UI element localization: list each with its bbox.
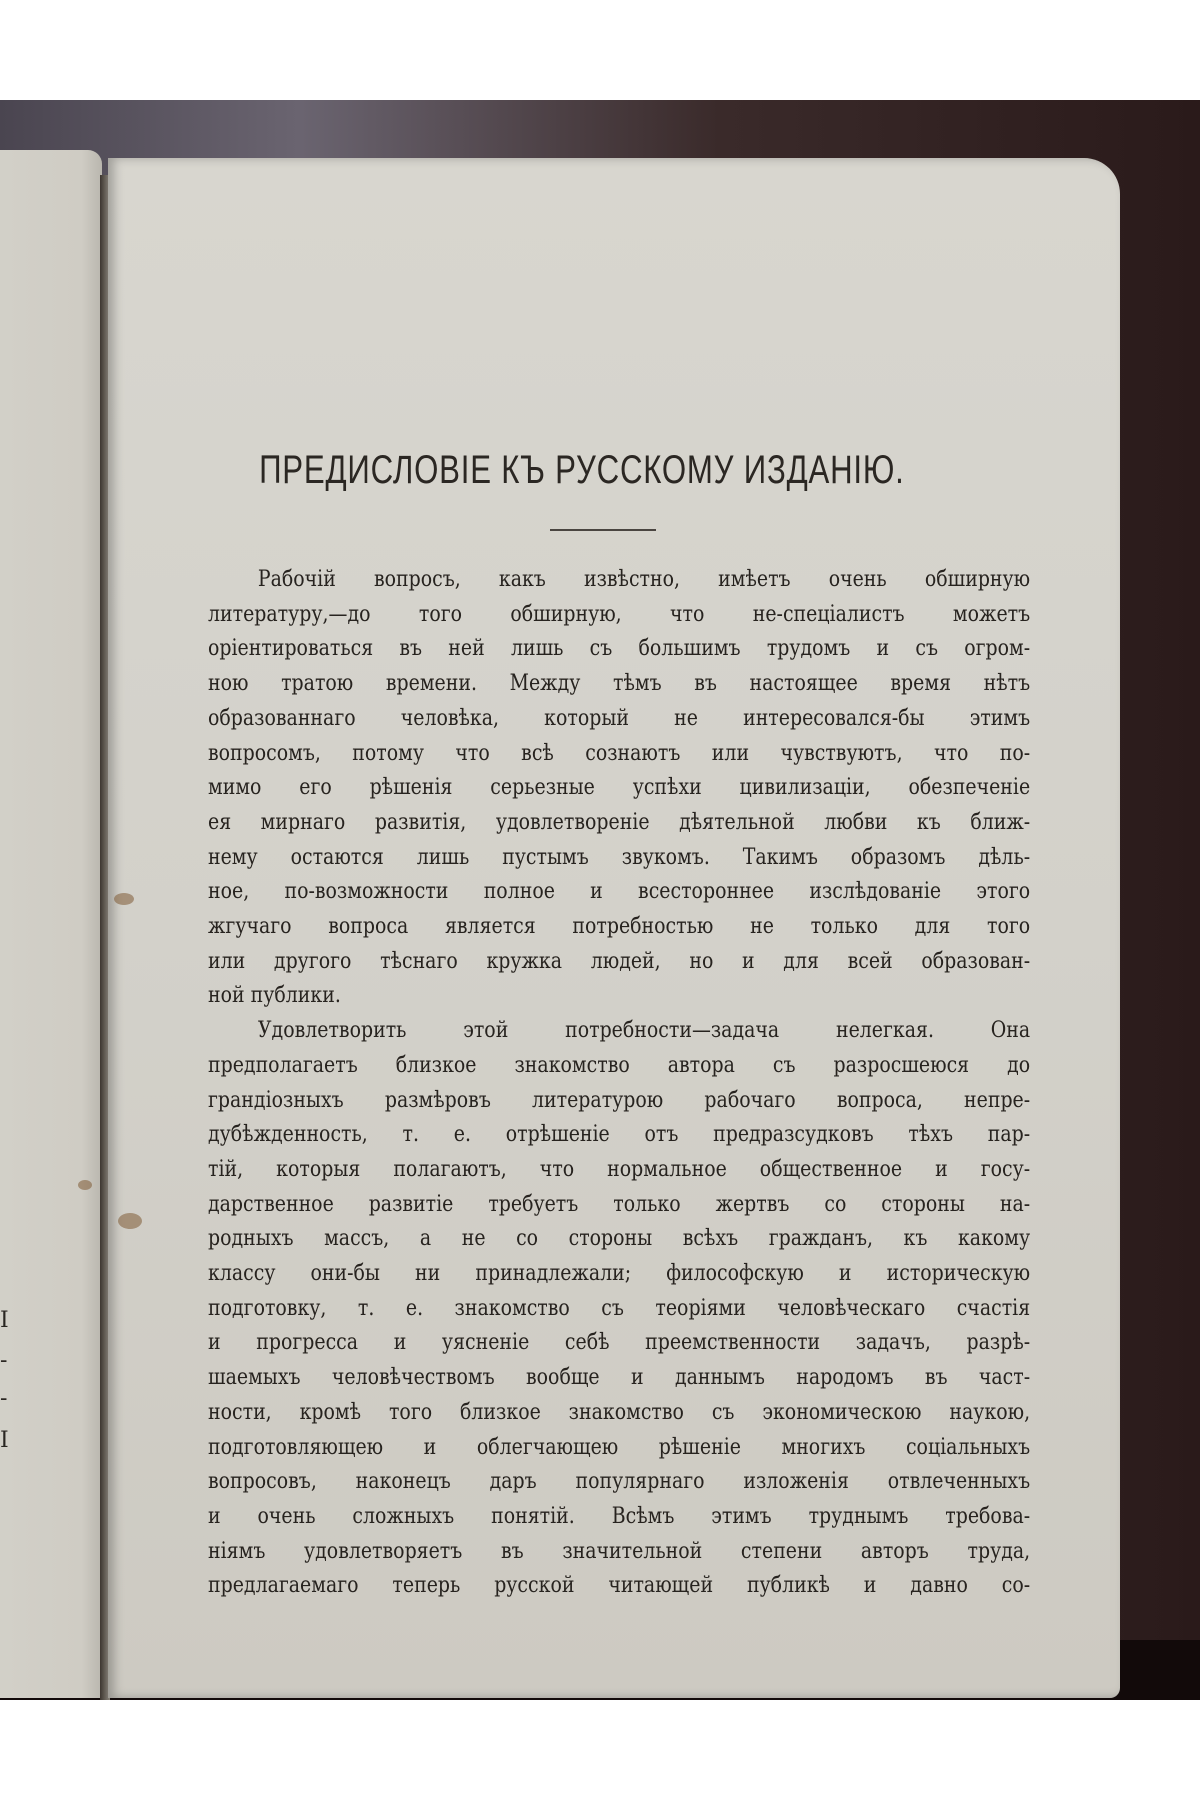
text-line: дарственное развитіе требуетъ только жертвъ со стороны на-: [208, 1191, 1031, 1217]
text-line: дубѣжденность, т. е. отрѣшеніе отъ предразсудковъ тѣхъ пар-: [208, 1122, 1031, 1148]
text-line: ности, кромѣ того близкое знакомство съ экономическою наукою,: [208, 1399, 1031, 1425]
text-line: классу они-бы ни принадлежали; философскую и историческую: [208, 1261, 1031, 1287]
text-line: ной публики.: [208, 983, 341, 1009]
left-page-fragment: -: [0, 1386, 8, 1411]
text-line: предлагаемаго теперь русской читающей публикѣ и давно со-: [208, 1573, 1031, 1599]
title-rule: [550, 529, 656, 531]
text-line: тій, которыя полагаютъ, что нормальное общественное и госу-: [208, 1156, 1031, 1182]
left-page-fragment: I: [0, 1428, 9, 1453]
text-line: предполагаетъ близкое знакомство автора съ разросшеюся до: [208, 1052, 1031, 1078]
page-title: ПРЕДИСЛОВІЕ КЪ РУССКОМУ ИЗДАНІЮ.: [259, 448, 905, 492]
text-line: ея мирнаго развитія, удовлетвореніе дѣятельной любви къ ближ-: [208, 809, 1031, 835]
text-line: Удовлетворить этой потребности—задача нелегкая. Она: [257, 1018, 1031, 1044]
text-line: и очень сложныхъ понятій. Всѣмъ этимъ труднымъ требова-: [208, 1503, 1031, 1529]
text-line: или другого тѣснаго кружка людей, но и для всей образован-: [208, 948, 1031, 974]
left-page-fragment: -: [0, 1348, 8, 1373]
text-line: подготовку, т. е. знакомство съ теоріями человѣческаго счастія: [208, 1295, 1031, 1321]
text-line: оріентироваться въ ней лишь съ большимъ трудомъ и съ огром-: [208, 636, 1031, 662]
text-line: нему остаются лишь пустымъ звукомъ. Такимъ образомъ дѣль-: [208, 844, 1031, 870]
text-line: вопросовъ, наконецъ даръ популярнаго изложенія отвлеченныхъ: [208, 1469, 1031, 1495]
body-text: [208, 563, 1030, 1604]
text-line: родныхъ массъ, а не со стороны всѣхъ гражданъ, къ какому: [208, 1226, 1031, 1252]
text-line: образованнаго человѣка, который не интересовался-бы этимъ: [208, 705, 1031, 731]
text-line: ною тратою времени. Между тѣмъ въ настоящее время нѣтъ: [208, 671, 1031, 697]
left-page: [0, 150, 102, 1698]
paragraph-2: [208, 1014, 1030, 1604]
left-page-fragment: I: [0, 1308, 9, 1333]
text-line: мимо его рѣшенія серьезные успѣхи цивилизаціи, обезпеченіе: [208, 775, 1031, 801]
paragraph-1: [208, 563, 1030, 1014]
stain: [78, 1180, 92, 1190]
text-line: и прогресса и уясненіе себѣ преемственности задачъ, разрѣ-: [208, 1330, 1031, 1356]
text-line: ное, по-возможности полное и всестороннее изслѣдованіе этого: [208, 879, 1031, 905]
stain: [118, 1213, 142, 1229]
text-line: ніямъ удовлетворяетъ въ значительной степени авторъ труда,: [208, 1538, 1031, 1564]
text-line: вопросомъ, потому что всѣ сознаютъ или чувствуютъ, что по-: [208, 740, 1031, 766]
text-line: литературу,—до того обширную, что не-спеціалистъ можетъ: [208, 601, 1031, 627]
text-line: Рабочій вопросъ, какъ извѣстно, имѣетъ очень обширную: [257, 567, 1031, 592]
text-line: шаемыхъ человѣчествомъ вообще и даннымъ народомъ въ част-: [208, 1365, 1031, 1391]
text-line: жгучаго вопроса является потребностью не только для того: [208, 914, 1031, 940]
stain: [114, 893, 134, 905]
text-line: грандіозныхъ размѣровъ литературою рабочаго вопроса, непре-: [208, 1087, 1031, 1113]
text-line: подготовляющею и облегчающею рѣшеніе многихъ соціальныхъ: [208, 1434, 1031, 1460]
